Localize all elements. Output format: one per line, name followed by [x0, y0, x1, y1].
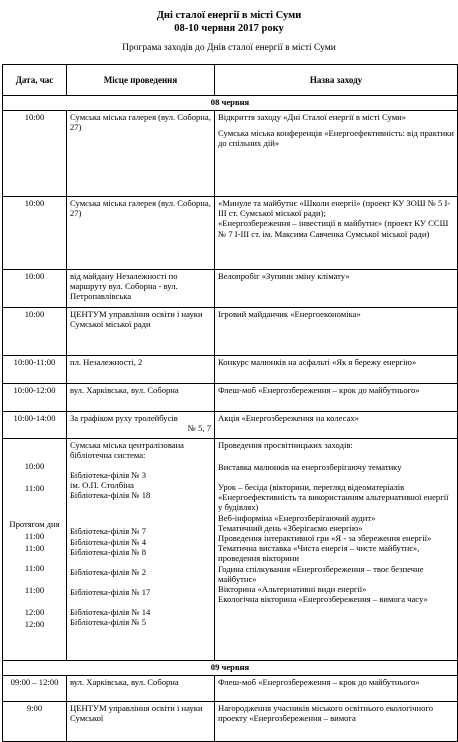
- place-line: Бібліотека-філія № 18: [70, 490, 151, 501]
- event-line: Сумська міська конференція «Енергоефективність: від практики до спільних дій»: [218, 128, 454, 149]
- row-time: 09:00 – 12:00: [3, 676, 67, 702]
- header-dates: 08-10 червня 2017 року: [174, 23, 284, 34]
- table-row: [3, 197, 458, 270]
- row-place: Сумська міська галерея (вул. Соборна, 27): [67, 197, 215, 270]
- time-line: 11:00: [24, 563, 45, 573]
- place-line: Бібліотека-філія № 3: [70, 470, 147, 480]
- row-place: Сумська міська галерея (вул. Соборна, 27): [67, 111, 215, 197]
- table-row: [3, 412, 458, 439]
- row-time: [3, 439, 67, 661]
- place-line: Бібліотека-філія № 14: [70, 606, 151, 617]
- row-event: Флеш-моб «Енергозбереження – крок до майбутнього»: [215, 384, 458, 412]
- row-event: Ігровий майданчик «Енергоекономіка»: [215, 308, 458, 356]
- event-line: Веб-інформіна «Енергозберігаючий аудит»: [218, 512, 376, 523]
- document-header: [0, 0, 458, 35]
- event-line: Проведення просвітницьких заходів:: [218, 440, 353, 450]
- row-event: Велопробіг «Зупини зміну клімату»: [215, 270, 458, 308]
- row-time: 10:00: [3, 197, 67, 270]
- event-line: «Минуле та майбутнє «Школи енергії» (проект КУ ЗОШ № 5 І-ІІІ ст. Сумської міської ради);: [218, 198, 451, 219]
- table-row: [3, 384, 458, 412]
- row-event: Акція «Енергозбереження на колесах»: [215, 412, 458, 439]
- time-line: 11:00: [24, 585, 45, 595]
- table-row: [3, 439, 458, 661]
- row-place: вул. Харківська, вул. Соборна: [67, 384, 215, 412]
- row-time: 10:00: [3, 111, 67, 197]
- header-title: Дні сталої енергії в місті Суми: [156, 10, 302, 21]
- table-row: [3, 308, 458, 356]
- row-place: пл. Незалежності, 2: [67, 356, 215, 384]
- time-line: 11:00: [24, 531, 45, 541]
- day-row: [3, 96, 458, 111]
- row-place: вул. Харківська, вул. Соборна: [67, 676, 215, 702]
- column-header-time: Дата, час: [3, 65, 67, 96]
- place-line: ім. О.П. Столбіна: [70, 480, 134, 491]
- event-line: Тематичний день «Зберігаємо енергію»: [218, 522, 363, 533]
- row-event: Флеш-моб «Енергозбереження – крок до майбутнього»: [215, 676, 458, 702]
- row-time: 9:00: [3, 702, 67, 742]
- place-line: Бібліотека-філія № 2: [70, 566, 147, 577]
- time-line: 12:00: [24, 607, 45, 617]
- event-line: Тематична виставка «Чиста енергія – чисте майбутнє», проведення вікторини: [218, 543, 420, 564]
- column-header-place: Місце проведення: [67, 65, 215, 96]
- place-line: Сумська міська централізована бібліотечна система:: [70, 440, 184, 461]
- place-line: Бібліотека-філія № 17: [70, 586, 151, 597]
- event-line: Виставка малюнків на енергозберігаючу тематику: [218, 462, 402, 472]
- table-row: [3, 111, 458, 197]
- time-line: 12:00: [24, 619, 45, 629]
- row-event: [215, 111, 458, 197]
- row-place: ЦЕНТУМ управління освіти і науки Сумської міської ради: [67, 308, 215, 356]
- day-label-june-8: 08 червня: [3, 96, 458, 111]
- program-table: [2, 64, 458, 742]
- day-row: [3, 661, 458, 676]
- place-line: Бібліотека-філія № 8: [70, 546, 147, 557]
- time-line: Протягом дня: [9, 519, 60, 529]
- time-line: 11:00: [24, 543, 45, 553]
- row-place: ЦЕНТУМ управління освіти і науки Сумської: [67, 702, 215, 742]
- row-event: Конкурс малюнків на асфальті «Як я бережу енергію»: [215, 356, 458, 384]
- program-subtitle: Програма заходів до Днів сталої енергії в місті Суми: [122, 43, 336, 53]
- event-line: Урок – бесіда (вікторини, перегляд відеоматеріалів «Енергоефективність та використанням альтернативної енергії у будівлях): [218, 482, 449, 513]
- event-line: Відкриття заходу «Дні Сталої енергії в місті Суми»: [218, 112, 407, 122]
- row-time: 10:00: [3, 270, 67, 308]
- place-line: За графіком руху тролейбусів: [70, 413, 178, 423]
- row-event: Нагородження учасників міського освітнього екологічного проекту «Енергозбереження – вимога: [215, 702, 458, 742]
- table-row: [3, 270, 458, 308]
- event-line: «Енергозбереження – інвестиції в майбутнє» (проект КУ ССШ № 7 І-ІІІ ст. ім. Максима Савченка Сумської міської ради): [218, 218, 449, 239]
- row-place: [67, 439, 215, 661]
- row-time: 10:00-14:00: [3, 412, 67, 439]
- table-header-row: [3, 65, 458, 96]
- row-time: 10:00-12:00: [3, 384, 67, 412]
- time-line: 11:00: [24, 483, 45, 493]
- place-line: № 5, 7: [187, 423, 211, 434]
- event-line: Екологічна вікторина «Енергозбереження – вимога часу»: [218, 594, 428, 605]
- column-header-event: Назва заходу: [215, 65, 458, 96]
- table-row: [3, 702, 458, 742]
- event-line: Година спілкування «Енергозбереження – твоє безпечне майбутнє»: [218, 563, 424, 584]
- day-label-june-9: 09 червня: [3, 661, 458, 676]
- row-time: 10:00: [3, 308, 67, 356]
- row-event: [215, 197, 458, 270]
- table-row: [3, 676, 458, 702]
- event-line: Вікторина «Альтернативні види енергії»: [218, 584, 367, 595]
- time-line: 10:00: [24, 461, 45, 471]
- row-time: 10:00-11:00: [3, 356, 67, 384]
- place-line: Бібліотека-філія № 7: [70, 526, 147, 537]
- row-event: [215, 439, 458, 661]
- row-place: від майдану Незалежності по маршруту вул. Соборна - вул. Петропавлівська: [67, 270, 215, 308]
- place-line: Бібліотека-філія № 5: [70, 617, 147, 628]
- row-place: [67, 412, 215, 439]
- event-line: Проведення інтерактивної гри «Я - за збереження енергії»: [218, 533, 432, 544]
- place-line: Бібліотека-філія № 4: [70, 536, 147, 547]
- table-row: [3, 356, 458, 384]
